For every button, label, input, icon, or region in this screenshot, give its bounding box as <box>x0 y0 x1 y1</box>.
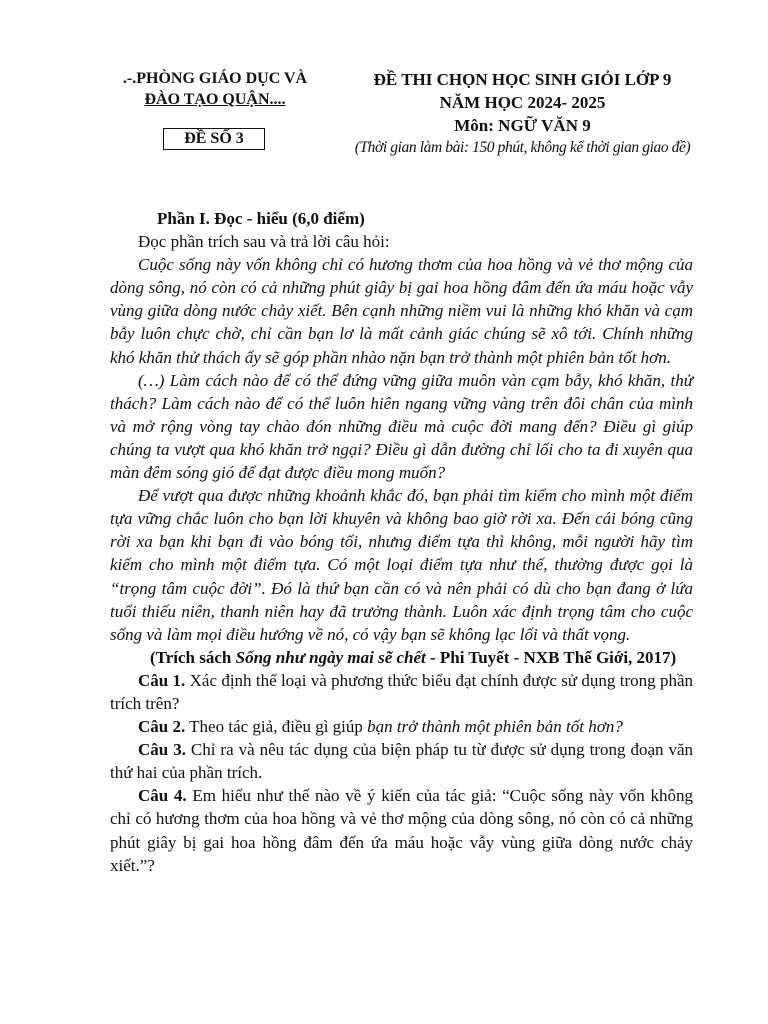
passage-paragraph-1: Cuộc sống này vốn không chỉ có hương thơm của hoa hồng và vẻ thơ mộng của dòng sông, nó còn có cả những phút giây bị gai hoa hồng đâm đến ứa máu hoặc vẫy vùng giữa dòng nước chảy xiết. Bên cạnh những niềm vui là những khó khăn và cạm bẫy luôn chực chờ, chỉ cần bạn lơ là mất cảnh giác chúng sẽ xô tới. Chính những khó khăn thử thách ấy sẽ góp phần nhào nặn bạn trở thành một phiên bản tốt hơn. <box>110 255 693 367</box>
source-citation: (Trích sách Sống như ngày mai sẽ chết - Phi Tuyết - NXB Thế Giới, 2017) <box>150 647 677 667</box>
question-3: Câu 3. Chỉ ra và nêu tác dụng của biện pháp tu từ được sử dụng trong đoạn văn thứ hai của phần trích. <box>110 740 694 783</box>
department-line-1: .-.PHÒNG GIÁO DỤC VÀ <box>122 70 308 87</box>
section-heading: Phần I. Đọc - hiểu (6,0 điểm) <box>157 209 365 228</box>
passage-paragraph-2: (…) Làm cách nào để có thể đứng vững giữa muôn vàn cạm bẫy, khó khăn, thử thách? Làm cách nào để có thể luôn hiên ngang vững vàng trên đôi chân của mình và mở rộng vòng tay chào đón những điều mà cuộc đời mang đến? Điều gì giúp chúng ta vượt qua khó khăn trở ngại? Điều gì dẫn đường chỉ lối cho ta đi xuyên qua màn đêm sóng gió để đạt được điều mong muốn? <box>110 370 693 483</box>
department-header <box>100 68 330 110</box>
question-1: Câu 1. Xác định thể loại và phương thức biểu đạt chính được sử dụng trong phần trích trên? <box>110 670 693 713</box>
instruction: Đọc phần trích sau và trả lời câu hỏi: <box>138 232 390 252</box>
exam-title: ĐỀ THI CHỌN HỌC SINH GIỎI LỚP 9 <box>373 70 672 89</box>
question-4: Câu 4. Em hiểu như thế nào về ý kiến của tác giả: “Cuộc sống này vốn không chỉ có hương thơm của hoa hồng và vẻ thơ mộng của dòng sông, nó còn có cả những phút giây bị gai hoa hồng đâm đến ứa máu hoặc vẫy vùng giữa dòng nước chảy xiết.”? <box>110 786 693 875</box>
school-year: NĂM HỌC 2024- 2025 <box>439 93 606 112</box>
question-2: Câu 2. Theo tác giả, điều gì giúp bạn trở thành một phiên bản tốt hơn? <box>138 717 623 737</box>
time-note: (Thời gian làm bài: 150 phút, không kể thời gian giao đề) <box>354 139 691 156</box>
exam-number-box: ĐỀ SỐ 3 <box>163 128 265 150</box>
subject: Môn: NGỮ VĂN 9 <box>454 116 591 135</box>
book-title: Sống như ngày mai sẽ chết <box>235 647 426 667</box>
exam-body <box>110 207 693 877</box>
passage-paragraph-3: Để vượt qua được những khoảnh khắc đó, bạn phải tìm kiếm cho mình một điểm tựa vững chắc luôn cho bạn lời khuyên và không bao giờ rời xa. Đến cái bóng cũng rời xa bạn khi bạn đi vào bóng tối, nhưng điểm tựa thì không, mỗi người hãy tìm kiếm cho mình một điểm tựa. Có một loại điểm tựa như thế, thường được gọi là “trọng tâm cuộc đời”. Đó là thứ bạn cần có và nên phải có dù cho bạn đang ở lứa tuổi thiếu niên, thanh niên hay đã trưởng thành. Luôn xác định trọng tâm cho cuộc sống và làm mọi điều hướng về nó, có vậy bạn sẽ không lạc lối và thất vọng. <box>110 486 693 644</box>
exam-title-block <box>350 68 695 159</box>
department-line-2: ĐÀO TẠO QUẬN.... <box>144 91 286 108</box>
